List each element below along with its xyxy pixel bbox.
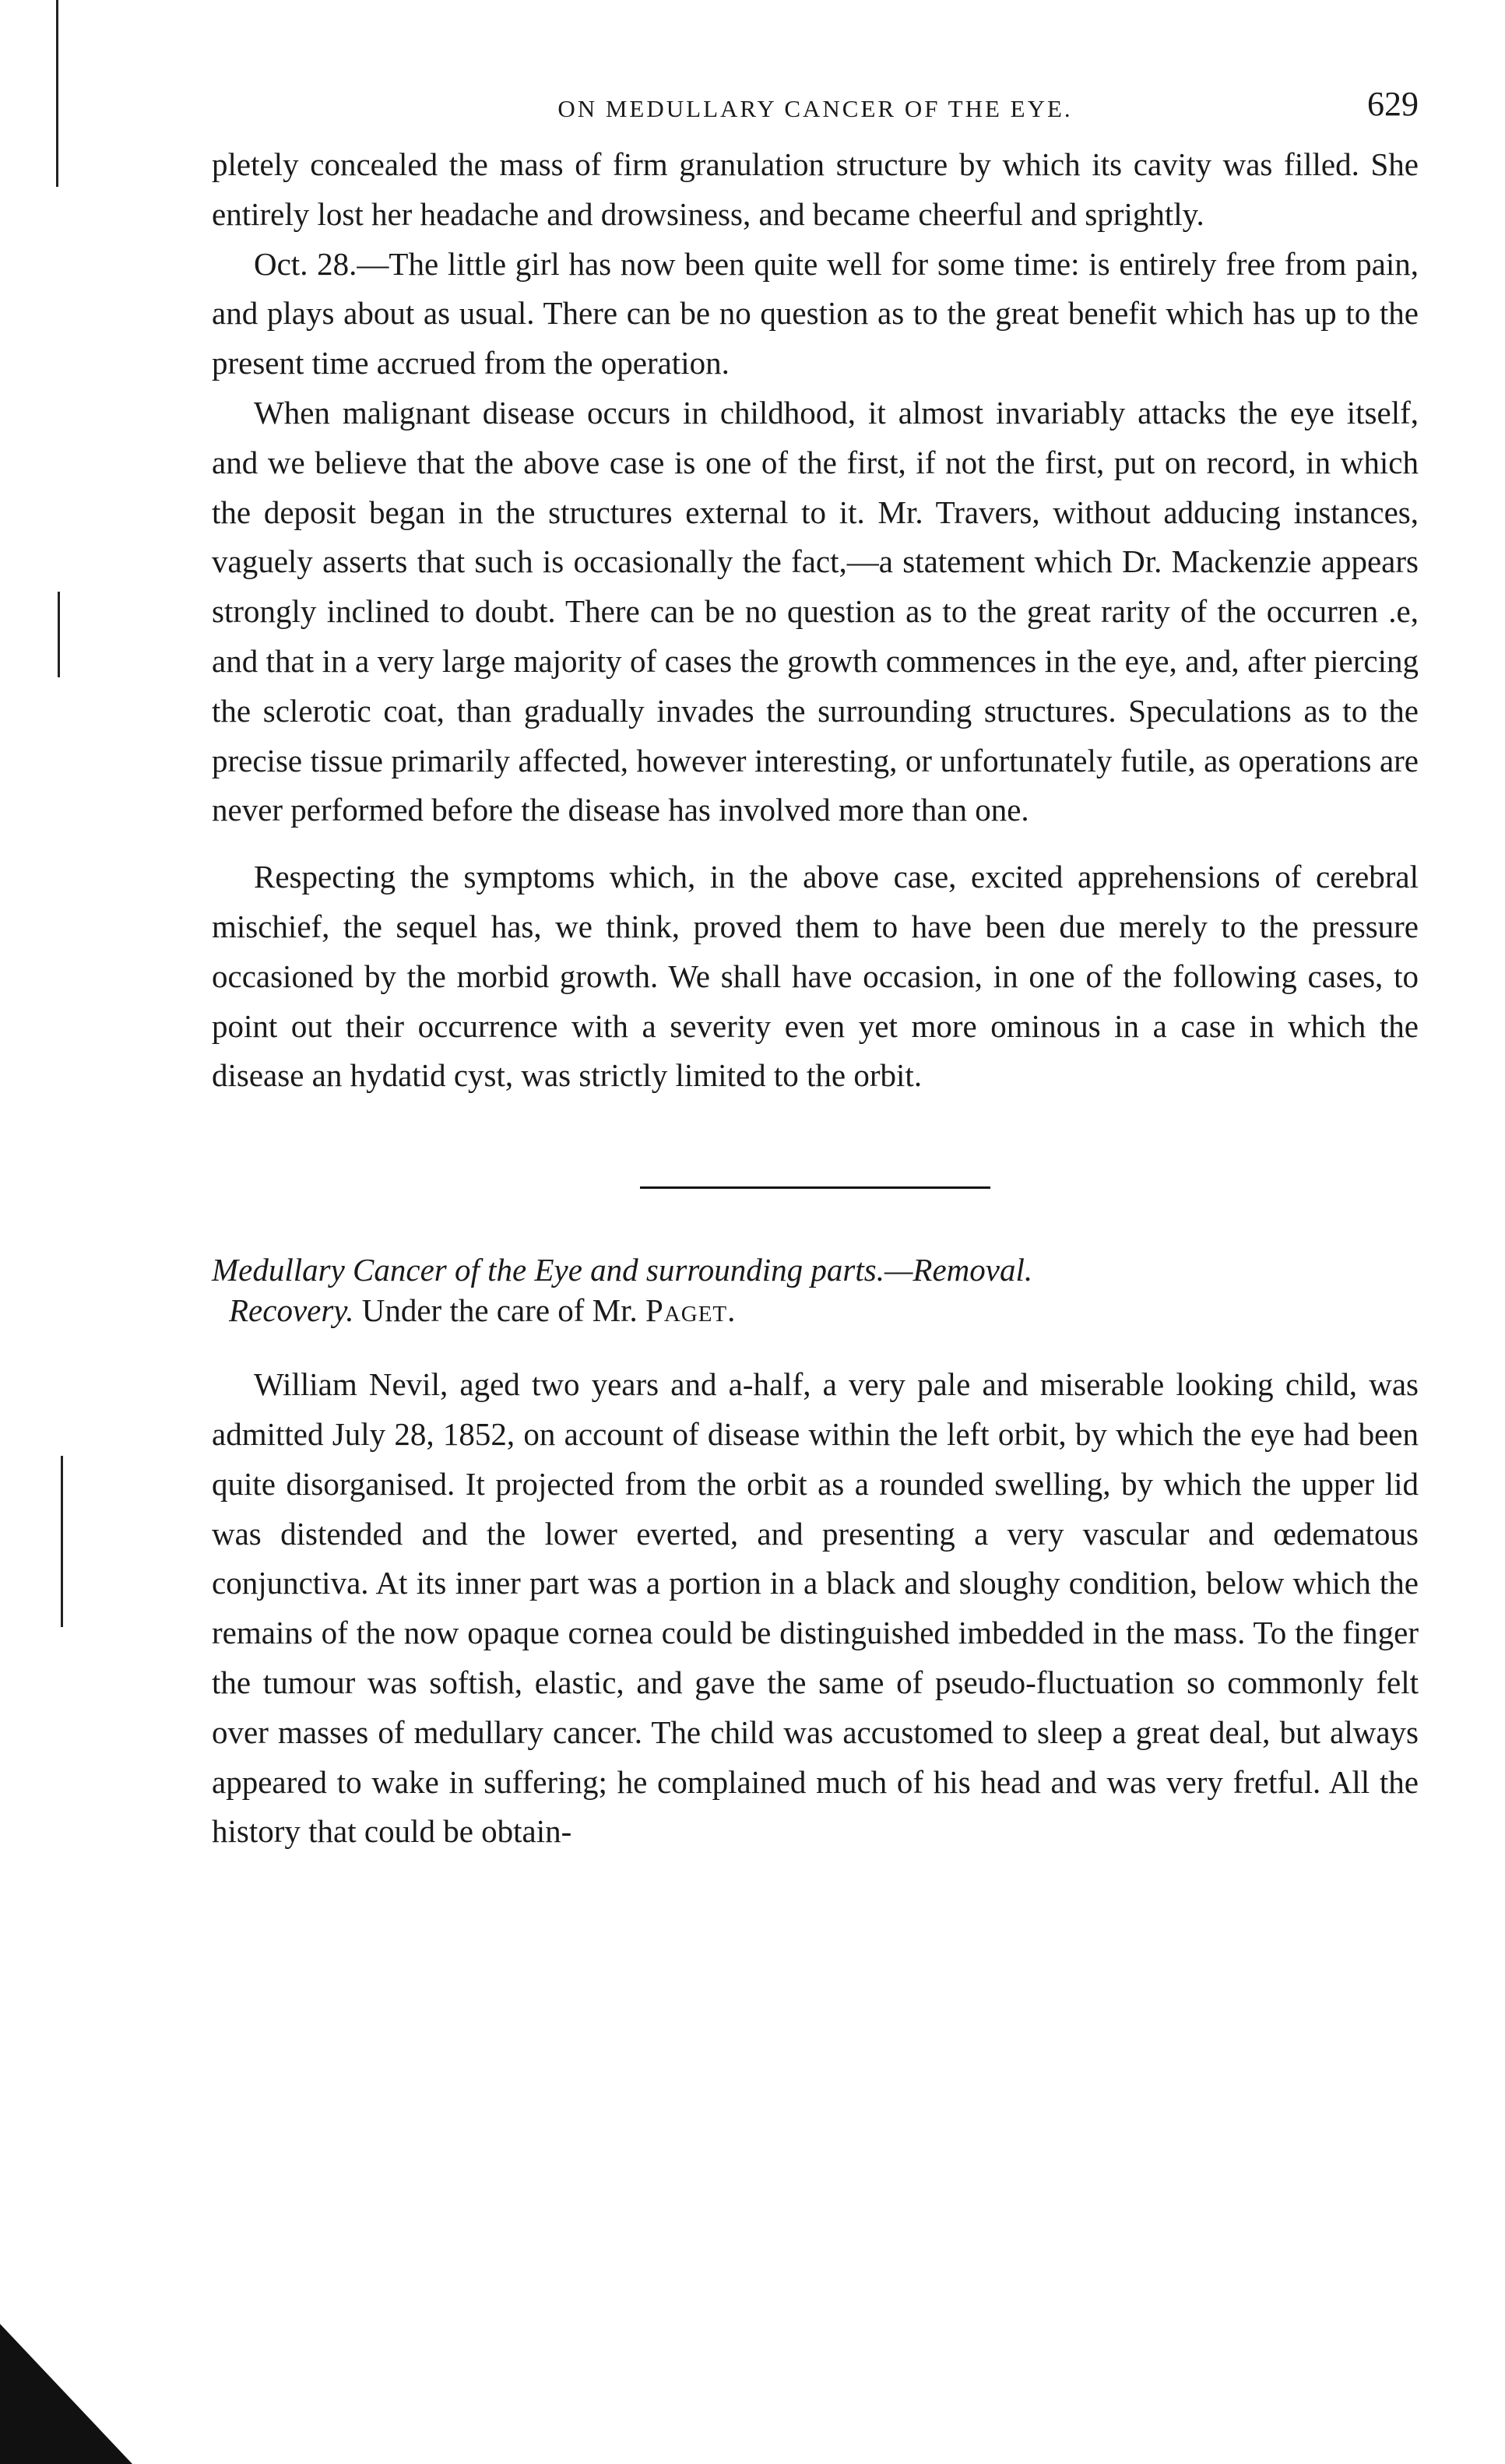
paragraph: Oct. 28.—The little girl has now been quite well for some time: is entirely free from pain, and plays about as usual. There can be no question as to the great benefit which has up to the present time accrued from the operation. <box>212 245 1419 381</box>
page-corner-shadow <box>0 2324 132 2464</box>
running-head <box>212 78 1419 140</box>
paragraph: When malignant disease occurs in childhood, it almost invariably attacks the eye itself, and we believe that the above case is one of the first, if not the first, put on record, in which the deposit began in the structures external to it. Mr. Travers, without adducing instances, vaguely asserts that such is occasionally the fact,—a statement which Dr. Mackenzie appears strongly inclined to doubt. There can be no question as to the great rarity of the occurren .e, and that in a very large majority of cases the growth commences in the eye, and, after piercing the sclerotic coat, than gradually invades the surrounding structures. Speculations as to the precise tissue primarily affected, however interesting, or unfortunately futile, as operations are never performed before the disease has involved more than one. <box>212 394 1419 828</box>
section-heading <box>212 1250 1419 1330</box>
section-title-italic-2: Recovery. <box>229 1292 354 1329</box>
page-edge-line <box>58 592 60 677</box>
section-divider <box>640 1186 990 1189</box>
paragraph: pletely concealed the mass of firm granulation structure by which its cavity was filled. She entirely lost her headache and drowsiness, and became cheerful and sprightly. <box>212 146 1419 232</box>
section-title-attribution: Under the care of Mr. <box>361 1292 638 1329</box>
page-number: 629 <box>1367 85 1419 123</box>
running-head-title: ON MEDULLARY CANCER OF THE EYE. <box>557 95 1073 122</box>
case-paragraph: William Nevil, aged two years and a-half, a very pale and miserable looking child, was admitted July 28, 1852, on account of disease within the left orbit, by which the eye had been quite disorganised. It projected from the orbit as a rounded swelling, by which the upper lid was distended and the lower everted, and presenting a very vascular and œdematous conjunctiva. At its inner part was a portion in a black and sloughy condition, below which the remains of the now opaque cornea could be distinguished imbedded in the mass. To the finger the tumour was softish, elastic, and gave the same of pseudo-fluctuation so commonly felt over masses of medullary cancer. The child was accustomed to sleep a great deal, but always appeared to wake in suffering; he complained much of his head and was very fretful. All the history that could be obtain- <box>212 1366 1419 1850</box>
page-edge-line <box>61 1456 63 1627</box>
section-title-italic: Medullary Cancer of the Eye and surrounding parts.—Removal. <box>212 1252 1033 1288</box>
page-edge-line <box>56 0 58 187</box>
book-page <box>212 78 1419 1857</box>
surgeon-name: Paget. <box>645 1292 737 1329</box>
paragraph: Respecting the symptoms which, in the above case, excited apprehensions of cerebral mischief, the sequel has, we think, proved them to have been due merely to the pressure occasioned by the morbid growth. We shall have occasion, in one of the following cases, to point out their occurrence with a severity even yet more ominous in a case in which the disease an hydatid cyst, was strictly limited to the orbit. <box>212 859 1419 1094</box>
